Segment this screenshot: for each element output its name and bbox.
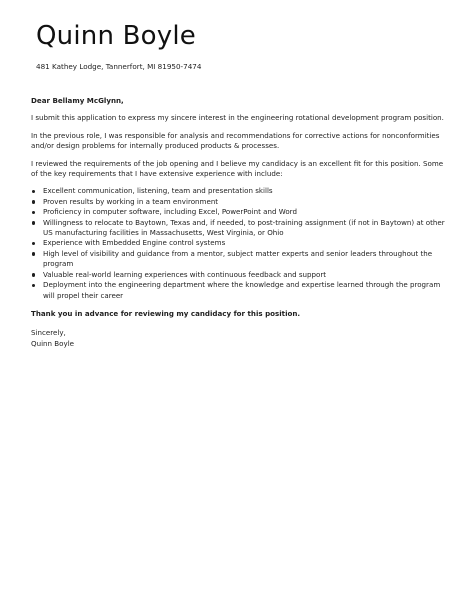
list-item-text: Proficiency in computer software, including Excel, PowerPoint and Word [43,207,297,217]
letter-header [36,20,201,71]
letter-body [31,96,449,349]
list-item [31,186,449,196]
bullet-icon [32,252,35,255]
signature: Quinn Boyle [31,338,75,348]
list-item [31,249,449,270]
applicant-address: 481 Kathey Lodge, Tannerfort, MI 81950-7474 [36,62,202,71]
list-item [31,197,449,207]
list-item-text: High level of visibility and guidance from a mentor, subject matter experts and senior leaders throughout the program [43,248,433,269]
list-item [31,218,449,239]
bullet-icon [32,190,35,193]
list-item [31,238,449,248]
list-item-text: Experience with Embedded Engine control systems [43,238,226,248]
list-item [31,270,449,280]
bullet-icon [32,242,35,245]
thanks-line: Thank you in advance for reviewing my candidacy for this position. [31,308,301,318]
bullet-icon [32,221,35,224]
closing: Sincerely, [31,328,66,338]
requirements-intro-paragraph: I reviewed the requirements of the job opening and I believe my candidacy is an excellent fit for this position. Some of the key requirements that I have extensive experience with include: [31,158,444,179]
requirements-list [31,186,449,300]
bullet-icon [32,200,35,203]
list-item-text: Willingness to relocate to Baytown, Texas and, if needed, to post-training assignment (if not in Baytown) at other US manufacturing facilities in Massachusetts, West Virginia, or Ohio [43,217,445,238]
bullet-icon [32,273,35,276]
list-item [31,207,449,217]
list-item-text: Excellent communication, listening, team and presentation skills [43,186,273,196]
list-item-text: Valuable real-world learning experiences with continuous feedback and support [43,269,327,279]
list-item-text: Deployment into the engineering department where the knowledge and expertise learned through the program will propel their career [43,280,441,300]
intro-paragraph: I submit this application to express my sincere interest in the engineering rotational development program position. [31,113,444,123]
applicant-name: Quinn Boyle [36,21,196,51]
bullet-icon [32,211,35,214]
experience-paragraph: In the previous role, I was responsible for analysis and recommendations for corrective actions for nonconformities and/or design problems for internally produced products & processes. [31,130,440,151]
salutation: Dear Bellamy McGlynn, [31,96,124,105]
bullet-icon [32,284,35,287]
list-item-text: Proven results by working in a team environment [43,196,219,206]
list-item [31,280,449,301]
